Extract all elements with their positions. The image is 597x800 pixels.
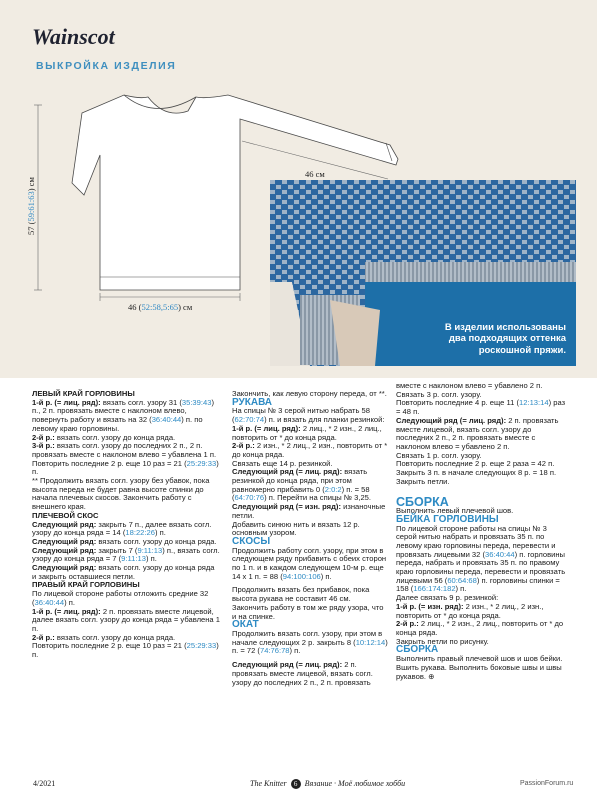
instruction-line: Выполнить левый плечевой шов. (396, 506, 514, 516)
instruction-line: Продолжить работу согл. узору, при этом в следующем ряду прибавить с обеих сторон по 1 п. и в каждом следующем 10-м р. еще 14 x 1 п. = 88 (94:100:106) п. (232, 545, 387, 581)
schematic-heading: ВЫКРОЙКА ИЗДЕЛИЯ (36, 60, 177, 72)
instruction-line: Связать еще 14 р. резинкой. (232, 458, 333, 468)
instruction-line: Повторить последние 4 р. еще 11 (12:13:14) раз = 48 п. (396, 398, 566, 417)
page-number: 6 (291, 779, 301, 789)
section-heading: ЛЕВЫЙ КРАЙ ГОРЛОВИНЫ (32, 389, 135, 398)
pattern-title: Wainscot (32, 24, 115, 49)
height-dim-label: 57 (59:61:63) см (26, 177, 36, 235)
instruction-line: Повторить последние 2 р. еще 2 раза = 42 п. (396, 459, 555, 469)
instruction-line: вместе с наклоном влево = убавлено 2 п. (396, 381, 543, 390)
issue-number: 4/2021 (33, 779, 56, 788)
instruction-line: 1-й р. (= лиц. ряд): 2 лиц., * 2 изн., 2 лиц., повторить от * до конца ряда. (232, 423, 382, 442)
instruction-line: 1-й р. (= изн. ряд): 2 изн., * 2 лиц., 2 изн., повторить от * до конца ряда. (396, 601, 544, 620)
instruction-line: Следующий ряд: закрыть 7 (9:11:13) п., вязать согл. узору до конца ряда = 7 (9:11:13) п. (32, 545, 220, 564)
instruction-line: Далее связать 9 р. резинкой: (396, 593, 499, 603)
instruction-line: На спицы № 3 серой нитью набрать 58 (62:70:74) п. и вязать для планки резинкой: (232, 406, 385, 425)
instruction-line: Следующий ряд (= лиц. ряд): 2 п. провязать вместе лицевой, вязать согл. узору до последних 2 п., 2 п. провязать вместе с наклоном влево = убавлено 2 п. (396, 415, 559, 451)
photo-caption: В изделии использованы два подходящих оттенка роскошной пряжи. (444, 321, 566, 356)
section-heading: СБОРКА (396, 644, 439, 656)
instruction-line: Выполнить правый плечевой шов и шов бейки. Вшить рукава. Выполнить боковые швы и швы рукавов. ⊕ (396, 654, 563, 681)
instruction-line: 1-й р. (= лиц. ряд): вязать согл. узору 31 (35:39:43) п., 2 п. провязать вместе с наклоном влево, повернуть работу и вязать на 32 (36:40:44) п. по левому краю горловины. (32, 397, 214, 433)
instruction-line: 2-й р.: 2 лиц., * 2 изн., 2 лиц., повторить от * до конца ряда. (396, 619, 564, 637)
instruction-line: Связать 3 р. согл. узору. (396, 389, 482, 399)
page-footer (0, 777, 597, 791)
instruction-line: Повторить последние 2 р. еще 10 раз = 21 (25:29:33) п. (32, 641, 219, 660)
section-heading: СКОСЫ (232, 535, 271, 547)
instruction-line: Закрыть 3 п. в начале следующих 8 р. = 18 п. Закрыть петли. (396, 468, 557, 486)
instruction-line: 1-й р. (= лиц. ряд): 2 п. провязать вместе лицевой, далее вязать согл. узору до конца ряда = убавлена 1 п. (32, 606, 220, 633)
instruction-line: Продолжить вязать без прибавок, пока высота рукава не составит 46 см. Закончить работу в том же ряду узора, что и на спинке. (232, 585, 384, 621)
instruction-line: 2-й р.: вязать согл. узору до конца ряда. (32, 632, 176, 642)
instruction-line: Следующий ряд: вязать согл. узору до конца ряда и закрыть оставшиеся петли. (32, 563, 215, 581)
instruction-line: Следующий ряд: закрыть 7 п., далее вязать согл. узору до конца ряда = 14 (18:22:26) п. (32, 519, 212, 538)
instruction-line: 3-й р.: вязать согл. узору до последних 2 п., 2 п. провязать вместе с наклоном влево = убавлена 1 п. (32, 441, 217, 459)
section-heading: РУКАВА (232, 396, 273, 408)
width-dim-label: 46 (52:58,5:65) см (128, 302, 193, 312)
instruction-line: Связать 1 р. согл. узору. (396, 450, 482, 460)
instruction-line: Следующий ряд (= лиц. ряд): вязать резинкой до конца ряда, при этом равномерно прибавить 0 (2:0:2) п. = 58 (64:70:76) п. Перейти на спицы № 3,25. (232, 467, 372, 503)
instruction-line: Следующий ряд (= лиц. ряд): 2 п. провязать вместе лицевой, вязать согл. узору до последних 2 п., 2 п. провязать (232, 660, 373, 687)
column-left (32, 382, 220, 660)
instruction-line: 2-й р.: 2 изн., * 2 лиц., 2 изн., повторить от * до конца ряда. (232, 441, 388, 459)
column-middle (232, 382, 388, 687)
section-heading: ОКАТ (232, 619, 259, 631)
instruction-line: По лицевой стороне работы на спицы № 3 серой нитью набрать и провязать 35 п. по левому краю горловины переда, перевести и провязать лицевыми 32 (36:40:44) п. горловины переда, набрать и провязать 35 п. по правому краю горловины переда, перевести и провязать лицевыми 56 (60:64:68) п. горловины спинки = 158 (166:174:182) п. (396, 523, 566, 594)
section-heading: СБОРКА (396, 495, 449, 510)
instruction-line: 2-й р.: вязать согл. узору до конца ряда. (32, 432, 176, 442)
sweater-photo (270, 180, 576, 366)
section-heading: БЕЙКА ГОРЛОВИНЫ (396, 513, 499, 525)
column-right (396, 382, 568, 681)
watermark-site: PassionForum.ru (520, 780, 574, 787)
magazine-credit: The Knitter 6 Вязание · Моё любимое хобби (250, 779, 406, 788)
instruction-line: Следующий ряд: вязать согл. узору до конца ряда. (32, 536, 217, 546)
sleeve-dim-label: 46 см (305, 169, 325, 179)
instruction-line: Продолжить вязать согл. узору, при этом в начале следующих 2 р. закрыть 8 (10:12:14) п. = 72 (74:76:78) п. (232, 628, 388, 656)
instruction-line: Закрыть петли по рисунку. (396, 636, 489, 646)
instruction-line: Следующий ряд (= изн. ряд): изнаночные петли. (232, 502, 386, 520)
instruction-line: Закончить, как левую сторону переда, от **. (232, 389, 387, 398)
section-heading: ПРАВЫЙ КРАЙ ГОРЛОВИНЫ (32, 580, 140, 590)
section-heading: ПЛЕЧЕВОЙ СКОС (32, 510, 99, 520)
instruction-line: По лицевой стороне работы отложить средние 32 (36:40:44) п. (32, 589, 209, 607)
instruction-line: Повторить последние 2 р. еще 10 раз = 21 (25:29:33) п. (32, 458, 219, 477)
instruction-line: Добавить синюю нить и вязать 12 р. основным узором. (232, 519, 360, 538)
instruction-line: ** Продолжить вязать согл. узору без убавок, пока высота переда не будет равна высоте спинки до начала плечевых скосов. Закончить работу с внешнего края. (32, 476, 210, 512)
